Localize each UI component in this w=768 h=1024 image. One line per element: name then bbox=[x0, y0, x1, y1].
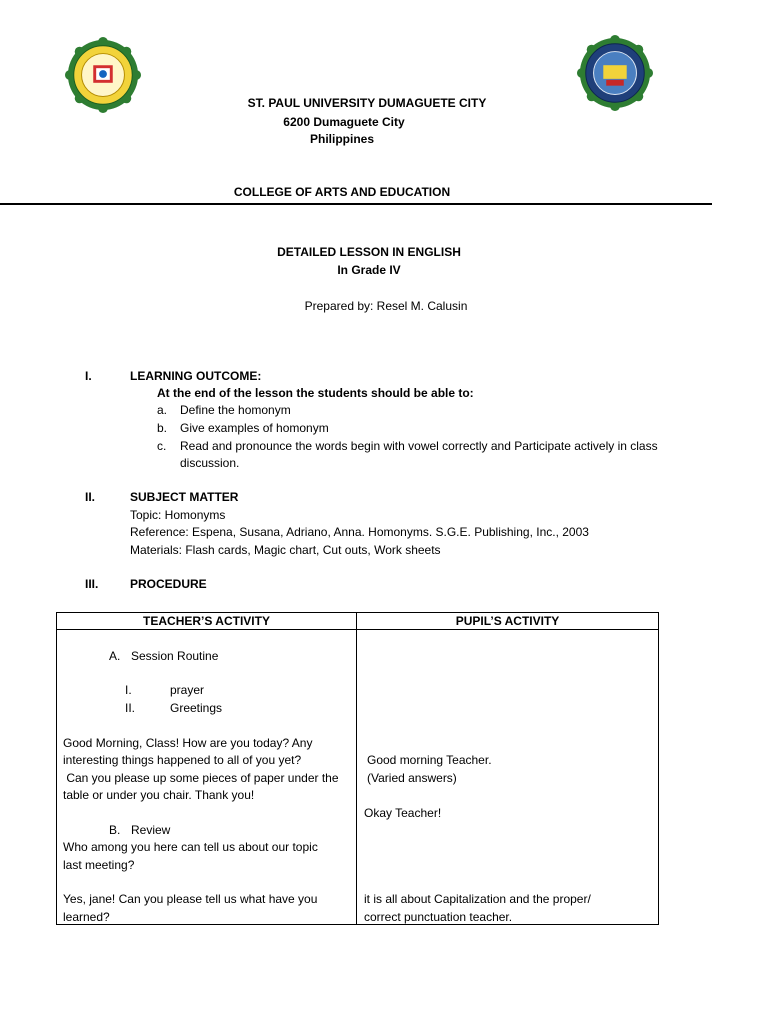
section-numeral: I. bbox=[85, 369, 92, 383]
reference-line: Reference: Espena, Susana, Adriano, Anna. Homonyms. S.G.E. Publishing, Inc., 2003 bbox=[130, 525, 589, 539]
learning-outcome-intro: At the end of the lesson the students should be able to: bbox=[157, 386, 474, 400]
teacher-line: learned? bbox=[63, 910, 110, 924]
list-marker: b. bbox=[157, 421, 168, 435]
pupil-line: Good morning Teacher. bbox=[367, 753, 492, 767]
list-marker: a. bbox=[157, 403, 168, 417]
university-name: ST. PAUL UNIVERSITY DUMAGUETE CITY bbox=[247, 96, 487, 110]
routine-marker: II. bbox=[125, 701, 136, 715]
section-numeral: III. bbox=[85, 577, 99, 591]
lesson-title: DETAILED LESSON IN ENGLISH bbox=[277, 245, 461, 259]
teacher-activity-cell bbox=[57, 630, 357, 925]
teacher-line: table or under you chair. Thank you! bbox=[63, 788, 255, 802]
country: Philippines bbox=[309, 132, 375, 146]
teacher-activity-header: TEACHER’S ACTIVITY bbox=[57, 613, 357, 630]
pupil-line: (Varied answers) bbox=[367, 771, 457, 785]
case-college-seal-icon bbox=[576, 34, 654, 112]
routine-marker: I. bbox=[125, 683, 132, 697]
pupil-line: correct punctuation teacher. bbox=[364, 910, 513, 924]
lesson-grade: In Grade IV bbox=[337, 263, 401, 277]
header-divider bbox=[0, 203, 712, 205]
pupil-activity-cell bbox=[357, 630, 659, 925]
review-label: Review bbox=[131, 823, 171, 837]
list-marker: c. bbox=[157, 439, 167, 453]
teacher-line: last meeting? bbox=[63, 858, 135, 872]
routine-prayer: prayer bbox=[170, 683, 205, 697]
list-item: Give examples of homonym bbox=[180, 421, 329, 435]
teacher-line: Can you please up some pieces of paper under the bbox=[63, 771, 339, 785]
list-item: Define the homonym bbox=[180, 403, 291, 417]
university-seal-icon bbox=[64, 36, 142, 114]
pupil-line: Okay Teacher! bbox=[364, 806, 442, 820]
college-name: COLLEGE OF ARTS AND EDUCATION bbox=[233, 185, 451, 199]
teacher-line: Yes, jane! Can you please tell us what have you bbox=[63, 892, 318, 906]
section-heading: PROCEDURE bbox=[130, 577, 207, 591]
materials-line: Materials: Flash cards, Magic chart, Cut outs, Work sheets bbox=[130, 543, 441, 557]
section-heading: LEARNING OUTCOME: bbox=[130, 369, 262, 383]
pupil-activity-header: PUPIL’S ACTIVITY bbox=[357, 613, 659, 630]
section-heading: SUBJECT MATTER bbox=[130, 490, 239, 504]
list-item-continued: discussion. bbox=[180, 456, 240, 470]
prepared-by: Prepared by: Resel M. Calusin bbox=[304, 299, 468, 313]
pupil-line: it is all about Capitalization and the proper/ bbox=[364, 892, 591, 906]
review-marker: B. bbox=[109, 823, 121, 837]
list-item: Read and pronounce the words begin with vowel correctly and Participate actively in class bbox=[180, 439, 658, 453]
session-routine-label: Session Routine bbox=[131, 649, 219, 663]
routine-greetings: Greetings bbox=[170, 701, 223, 715]
procedure-table bbox=[56, 612, 659, 925]
teacher-line: Good Morning, Class! How are you today? Any bbox=[63, 736, 313, 750]
section-numeral: II. bbox=[85, 490, 96, 504]
teacher-line: Who among you here can tell us about our topic bbox=[63, 840, 318, 854]
session-routine-marker: A. bbox=[109, 649, 121, 663]
address-line: 6200 Dumaguete City bbox=[283, 115, 405, 129]
teacher-line: interesting things happened to all of you yet? bbox=[63, 753, 302, 767]
topic-line: Topic: Homonyms bbox=[130, 508, 226, 522]
